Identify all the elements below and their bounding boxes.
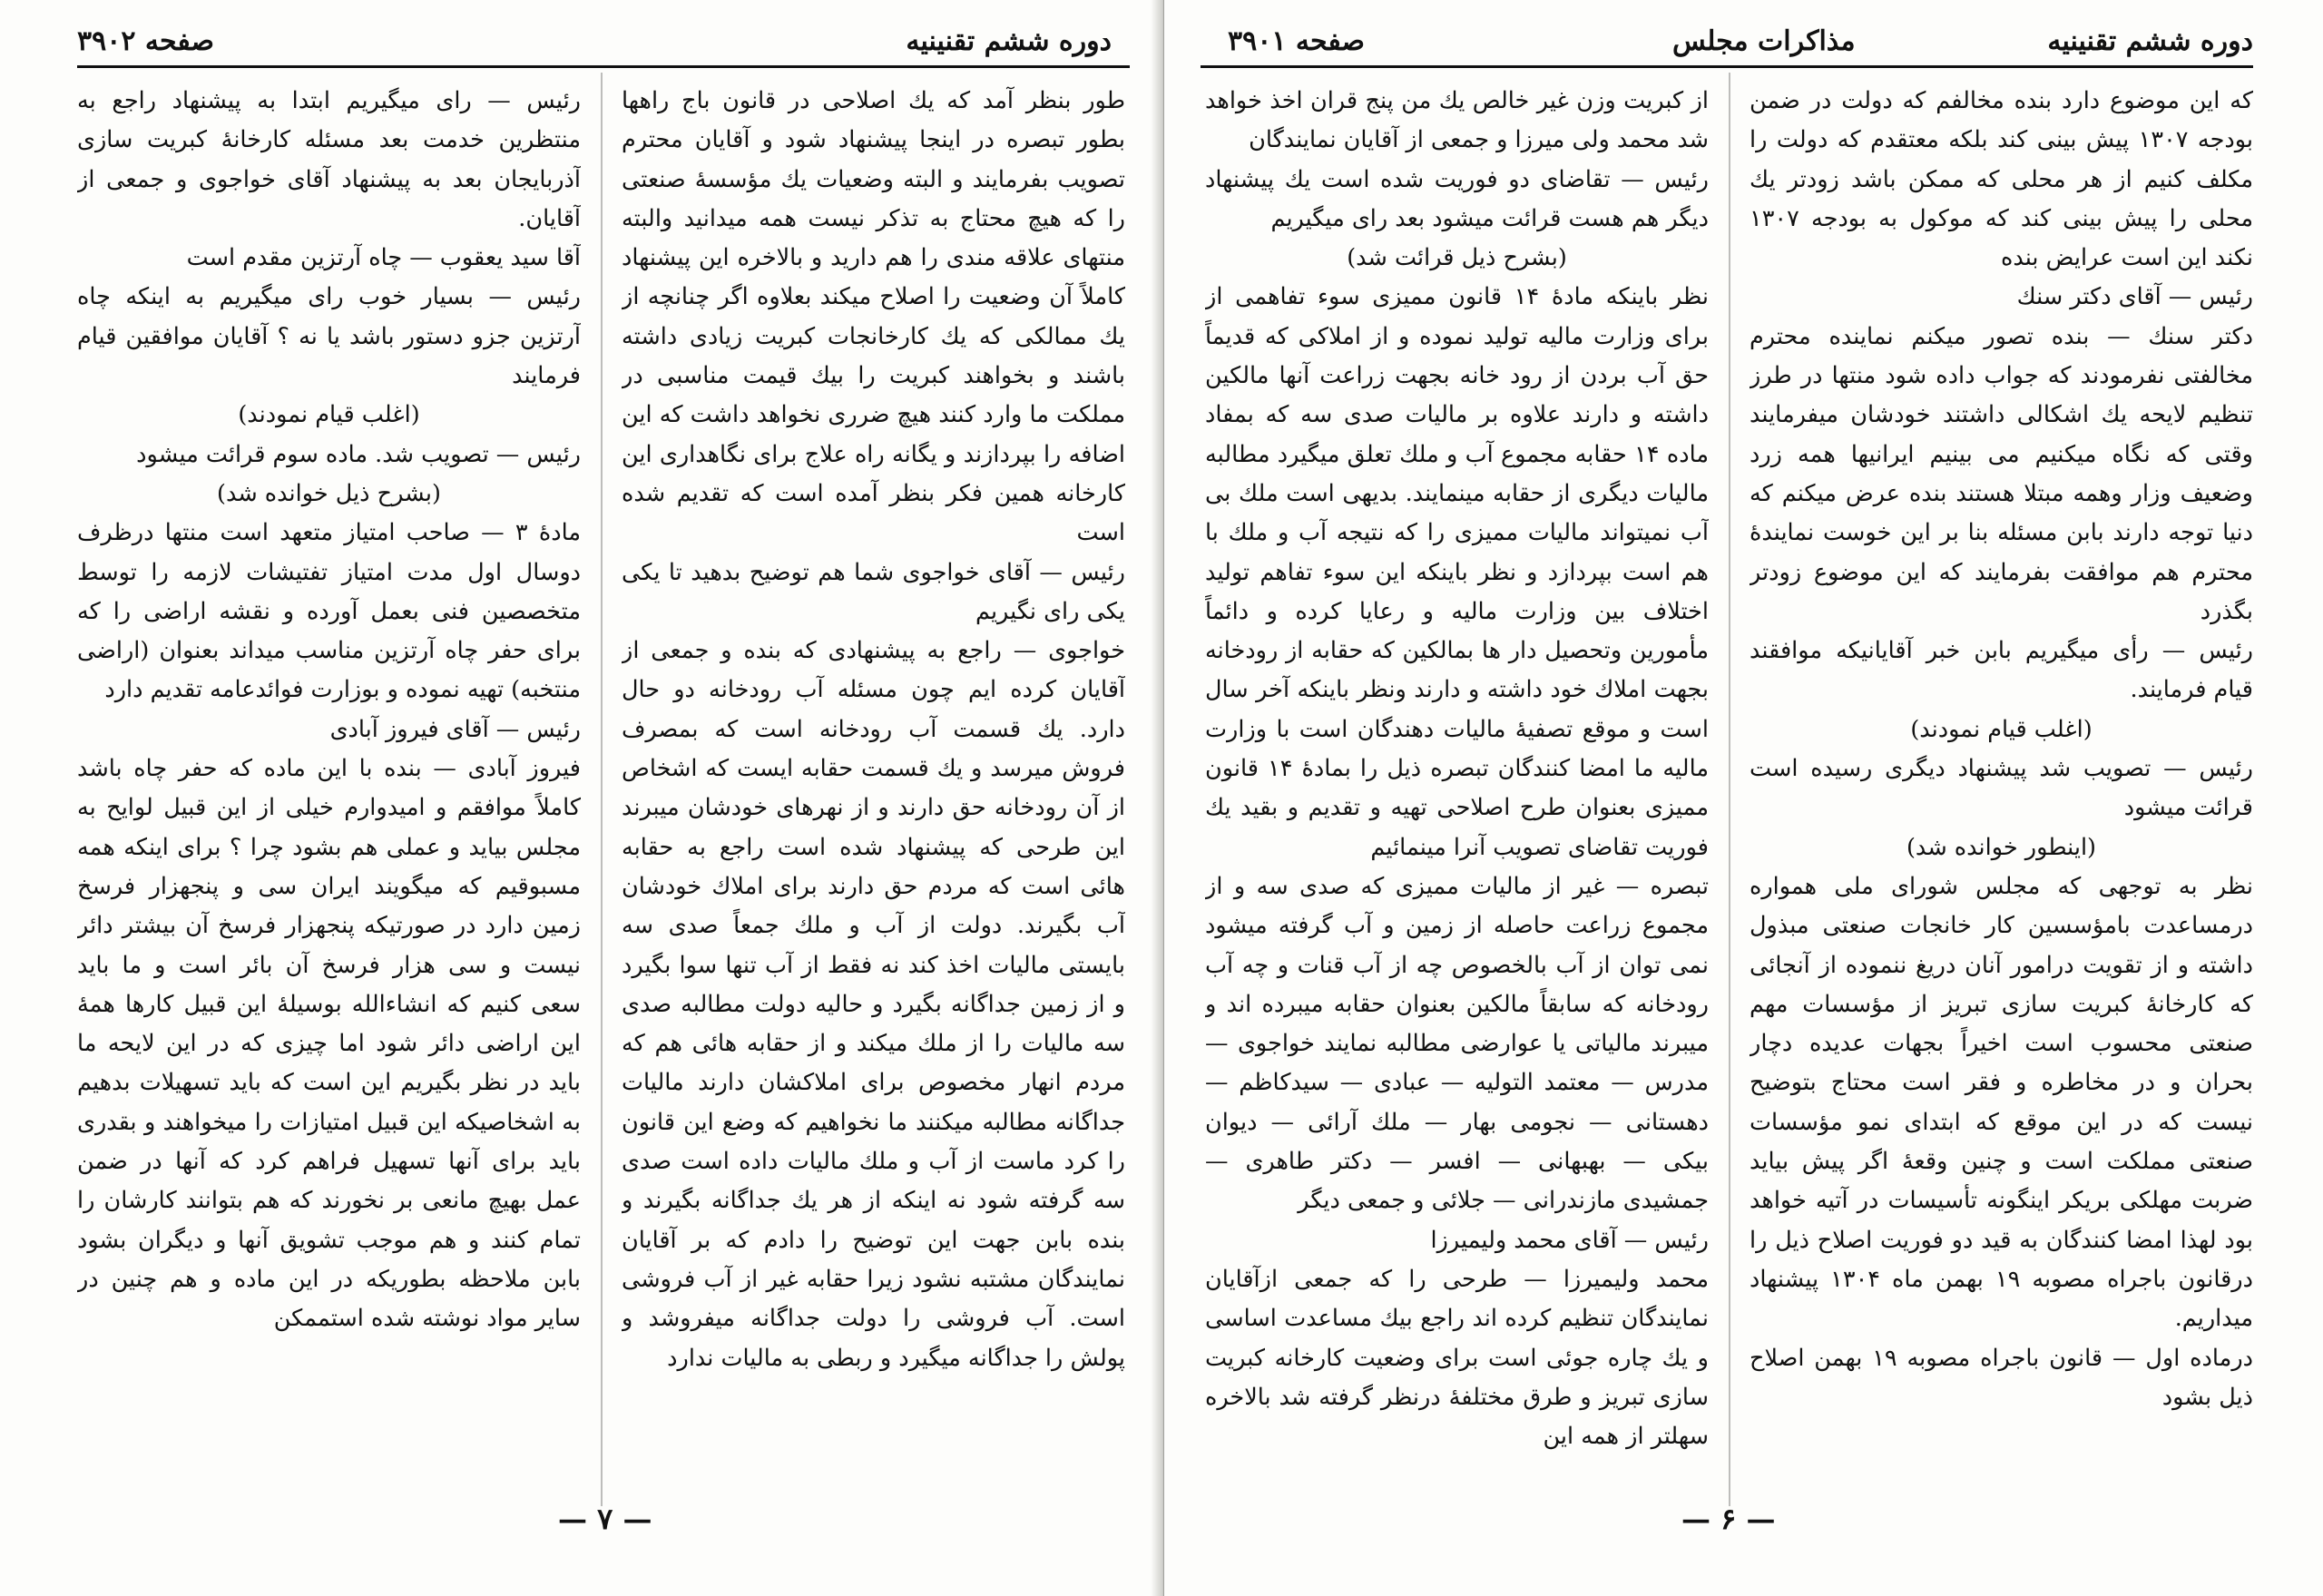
left-page-footer: — ۷ —	[558, 1502, 652, 1536]
proceedings-title: مذاکرات مجلس	[1672, 25, 1856, 57]
left-page-header	[77, 20, 1130, 68]
paragraph: تبصره — غیر از مالیات ممیزی که صدی سه و از مجموع زراعت حاصله از زمین و آب گرفته میشود نمی توان از آب بالخصوص چه از آب قنات و چه آب رودخانه که سابقاً مالکین بعنوان حقابه میبرده اند و میبرند مالیاتی یا عوارضی مطالبه نمایند خواجوی — مدرس — معتمد التولیه — عبادی — سیدکاظم — دهستانی — نجومی بهار — ملك آرائی — دیوان بیکی — بهبهانی — افسر — دکتر طاهری — جمشیدی مازندرانی — جلائی و جمعی دیگر	[1205, 872, 1709, 1215]
paragraph: مادهٔ ۳ — صاحب امتیاز متعهد است منتها درظرف دوسال اول مدت امتیاز تفتیشات لازمه را توسط متخصصین فنی بعمل آورده و نقشه اراضی را که برای حفر چاه آرتزین مناسب میداند بعنوان (اراضی منتخبه) تهیه نموده و بوزارت فوائدعامه تقدیم دارد	[77, 519, 581, 704]
paragraph: (اینطور خوانده شد)	[1906, 833, 2096, 861]
paragraph: طور بنظر آمد که یك اصلاحی در قانون باج راهها بطور تبصره در اینجا پیشنهاد شود و آقایان محترم تصویب بفرمایند و البته وضعیات یك مؤسسهٔ صنعتی را که هیچ محتاج به تذکر نیست همه میدانید والبته منتهای علاقه مندی را هم دارید و بالاخره این پیشنهاد کاملاً آن وضعیت را اصلاح میکند بعلاوه اگر چنانچه از یك ممالکی که یك کارخانجات کبریت زیادی داشته باشند و بخواهند کبریت را بیك قیمت مناسبی در مملکت ما وارد کنند هیچ ضرری نخواهد داشت که این اضافه را بپردازند و یگانه راه علاج برای نگاهداری این کارخانه همین فکر بنظر آمده است که تقدیم شده است	[622, 87, 1125, 547]
paragraph: رئیس — آقای دکتر سنك	[2016, 283, 2253, 311]
paragraph: نظر به توجهی که مجلس شورای ملی همواره درمساعدت بامؤسسین کار خانجات صنعتی مبذول داشته و از تقویت درامور آنان دریغ ننموده از آنجائی که کارخانهٔ کبریت سازی تبریز از مؤسسات مهم صنعتی محسوب است اخیراً بجهات عدیده دچار بحران و در مخاطره و فقر است محتاج بتوضیح نیست که در این موقع که ابتدای نمو مؤسسات صنعتی مملکت است و چنین وقعهٔ اگر پیش بیاید ضربت مهلکی بریکر اینگونه تأسیسات در آتیه خواهد بود لهذا امضا کنندگان به قید دو فوریت اصلاح ذیل را درقانون باجراه مصوبه ۱۹ بهمن ماه ۱۳۰۴ پیشنهاد میداریم.	[1750, 872, 2253, 1333]
left-page-column-right	[622, 82, 1125, 1497]
paragraph: رئیس — آقای فیروز آبادی	[329, 715, 581, 743]
paragraph: رئیس — تصویب شد پیشنهاد دیگری رسیده است قرائت میشود	[1750, 755, 2253, 822]
right-page-column-left	[1205, 82, 1709, 1497]
paragraph: نظر باینکه مادهٔ ۱۴ قانون ممیزی سوء تفاهمی از برای وزارت مالیه تولید نموده و از املاکی که قدیماً حق آب بردن از رود خانه بجهت زراعت آنها مالکین داشته و دارند علاوه بر مالیات صدی سه که بمفاد ماده ۱۴ حقابه مجموع آب و ملك تعلق میگیرد مطالبه مالیات دیگری از حقابه مینمایند. بدیهی است ملك بی آب نمیتواند مالیات ممیزی را که نتیجه آب و ملك با هم است بپردازد و نظر باینکه این سوء تفاهم تولید اختلاف بین وزارت مالیه و رعایا کرده و دائماً مأمورین وتحصیل دار ها بمالکین که حقابه از رودخانه بجهت املاك خود داشته و دارند ونظر باینکه آخر سال است و موقع تصفیهٔ مالیات دهندگان است با وزارت مالیه ما امضا کنندگان تبصره ذیل را بمادهٔ ۱۴ قانون ممیزی بعنوان طرح اصلاحی تهیه و تقدیم و بقید یك فوریت تقاضای تصویب آنرا مینمائیم	[1205, 283, 1709, 861]
paragraph: رئیس — تصویب شد. ماده سوم قرائت میشود	[136, 440, 581, 468]
paragraph: محمد ولیمیرزا — طرحی را که جمعی ازآقایان نمایندگان تنظیم کرده اند راجع بیك مساعدت اساسی و یك چاره جوئی است برای وضعیت کارخانه کبریت سازی تبریز و طرق مختلفهٔ درنظر گرفته شد بالاخره سهلتر از همه این	[1205, 1265, 1709, 1451]
right-page-footer: — ۶ —	[1681, 1502, 1776, 1536]
paragraph: رئیس — تقاضای دو فوریت شده است یك پیشنهاد دیگر هم هست قرائت میشود بعد رای میگیریم	[1205, 165, 1709, 232]
paragraph: خواجوی — راجع به پیشنهادی که بنده و جمعی از آقایان کرده ایم چون مسئله آب رودخانه دو حال دارد. یك قسمت آب رودخانه است که بمصرف فروش میرسد و یك قسمت حقابه ایست که اشخاص از آن رودخانه حق دارند و از نهرهای خودشان میبرند این طرحی که پیشنهاد شده است راجع به حقابه هائی است که مردم حق دارند برای املاك خودشان آب بگیرند. دولت از آب و ملك جمعاً صدی سه بایستی مالیات اخذ کند نه فقط از آب تنها سوا بگیرد و از زمین جداگانه بگیرد و حالیه دولت مطالبه صدی سه مالیات را از ملك میکند و از حقابه هائی هم که مردم انهار مخصوص برای املاکشان دارند مالیات جداگانه مطالبه میکنند ما نخواهیم که وضع این قانون را کرد ماست از آب و ملك مالیات داده است صدی سه گرفته شود نه اینکه از هر یك جداگانه بگیرند و بنده بابن جهت این توضیح را دادم که بر آقایان نمایندگان مشتبه نشود زیرا حقابه غیر از آب فروشی است. آب فروشی را دولت جداگانه میفروشد و پولش را جداگانه میگیرد و ربطی به مالیات ندارد	[622, 637, 1125, 1372]
paragraph: (بشرح ذیل قرائت شد)	[1347, 244, 1567, 272]
paragraph: فیروز آبادی — بنده با این ماده که حفر چاه باشد کاملاً موافقم و امیدوارم خیلی از این قبیل لوایح به مجلس بیاید و عملی هم بشود چرا ؟ برای اینکه همه مسبوقیم که میگویند ایران سی و پنجهزار فرسخ زمین دارد در صورتیکه پنجهزار فرسخ آن بیشتر دائر نیست و سی هزار فرسخ آن بائر است و ما باید سعی کنیم که انشاءالله بوسیلهٔ این قبیل کارها همهٔ این اراضی دائر شود اما چیزی که در این لایحه ما باید در نظر بگیریم این است که باید تسهیلات بدهیم به اشخاصیکه این قبیل امتیازات را میخواهند و بقدری باید برای آنها تسهیل فراهم کرد که آنها در ضمن عمل بهیچ مانعی بر نخورند که هم بتوانند کارشان را تمام کنند و هم موجب تشویق آنها و دیگران بشود بابن ملاحظه بطوریکه در این ماده و هم چنین در سایر مواد نوشته شده استممکن	[77, 755, 581, 1333]
paragraph: رئیس — رای میگیریم ابتدا به پیشنهاد راجع به منتظرین خدمت بعد مسئله کارخانهٔ کبریت سازی آذربایجان بعد به پیشنهاد آقای خواجوی و جمعی از آقایان.	[77, 87, 581, 232]
paragraph: رئیس — بسیار خوب رای میگیریم به اینکه چاه آرتزین جزو دستور باشد یا نه ؟ آقایان موافقین قیام فرمایند	[77, 283, 581, 390]
right-page-column-right	[1750, 82, 2253, 1497]
column-gutter	[1729, 73, 1730, 1506]
paragraph: آقا سید یعقوب — چاه آرتزین مقدم است	[186, 244, 581, 272]
column-gutter	[601, 73, 603, 1506]
right-session-title: دوره ششم تقنینیه	[2047, 25, 2253, 57]
paragraph: (اغلب قیام نمودند)	[238, 401, 420, 429]
paragraph: رئیس — رأی میگیریم بابن خبر آقایانیکه موافقند قیام فرمایند.	[1750, 637, 2253, 704]
paragraph: رئیس — آقای محمد ولیمیرزا	[1430, 1226, 1709, 1254]
right-page-number: صفحه ۳۹۰۱	[1228, 25, 1365, 57]
paragraph: (اغلب قیام نمودند)	[1910, 715, 2093, 743]
right-page-header	[1201, 20, 2253, 68]
paragraph: که این موضوع دارد بنده مخالفم که دولت در ضمن بودجه ۱۳۰۷ پیش بینی کند بلکه معتقدم که دولت را مکلف کنیم از هر محلی که ممکن باشد زودتر یك محلی را پیش بینی کند که موکول به بودجه ۱۳۰۷ نکند این است عرایض بنده	[1750, 87, 2253, 272]
paragraph: درماده اول — قانون باجراه مصوبه ۱۹ بهمن اصلاح ذیل بشود	[1750, 1344, 2253, 1411]
left-page-column-left	[77, 82, 581, 1497]
paragraph: (بشرح ذیل خوانده شد)	[217, 479, 441, 507]
paragraph: دکتر سنك — بنده تصور میکنم نماینده محترم مخالفتی نفرمودند که جواب داده شود منتها در طرز تنظیم لایحه یك اشکالی داشتند خودشان میفرمایند وقتی که نگاه میکنیم می بینیم ایرانیها همه زرد وضعیف وزار وهمه مبتلا هستند بنده عرض میکنم که دنیا توجه دارند بابن مسئله بنا بر این خوست نمایندهٔ محترم هم موافقت بفرمایند که این موضوع زودتر بگذرد	[1750, 322, 2253, 625]
paragraph: رئیس — آقای خواجوی شما هم توضیح بدهید تا یکی یکی رای نگیریم	[622, 558, 1125, 625]
left-page-number: صفحه ۳۹۰۲	[77, 25, 214, 57]
left-session-title: دوره ششم تقنینیه	[906, 25, 1112, 57]
paragraph: از کبریت وزن غیر خالص یك من پنج قران اخذ خواهد شد محمد ولی میرزا و جمعی از آقایان نمایندگان	[1205, 87, 1709, 154]
right-page	[1164, 0, 2323, 1596]
